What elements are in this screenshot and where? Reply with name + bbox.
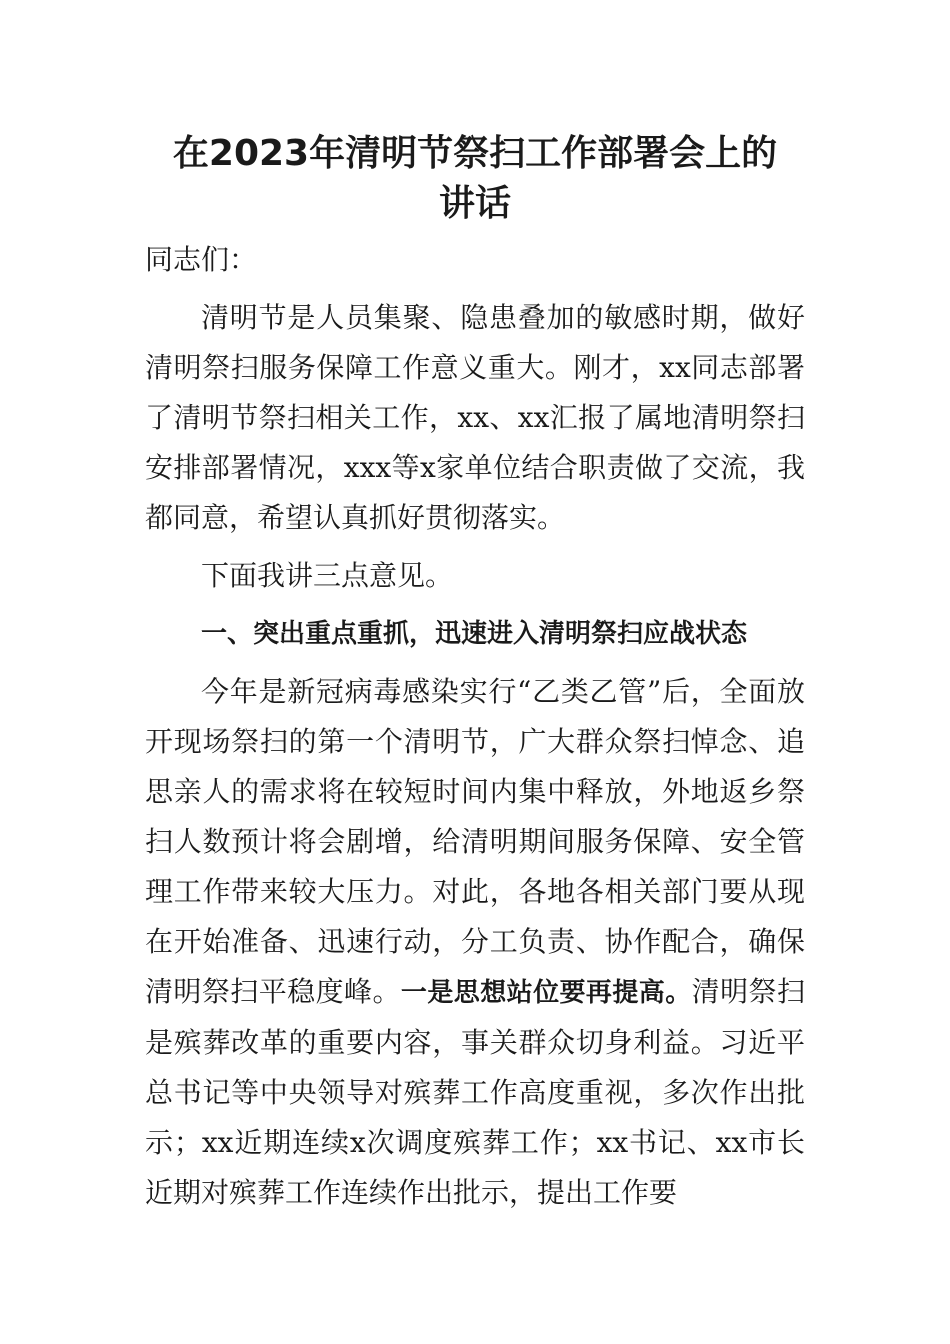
paragraph-section-one-text-a: 今年是新冠病毒感染实行“乙类乙管”后，全面放开现场祭扫的第一个清明节，广大群众祭扫悼念、追思亲人的需求将在较短时间内集中释放，外地返乡祭扫人数预计将会剧增，给清明期间服务保障、安全管理工作带来较大压力。对此，各地各相关部门要从现在开始准备、迅速行动，分工负责、协作配合，确保清明祭扫平稳度峰。 (145, 675, 805, 1008)
emphasis-point-one: 一是思想站位要再提高。 (400, 978, 692, 1008)
document-title-line1: 在2023年清明节祭扫工作部署会上的 (172, 133, 778, 174)
section-heading: 一、突出重点重抓，迅速进入清明祭扫应战状态 (201, 619, 748, 649)
paragraph-opening: 清明节是人员集聚、隐患叠加的敏感时期，做好清明祭扫服务保障工作意义重大。刚才，xx同志部署了清明节祭扫相关工作，xx、xx汇报了属地清明祭扫安排部署情况，xxx等x家单位结合职责做了交流，我都同意，希望认真抓好贯彻落实。 (145, 301, 805, 534)
document-body (145, 235, 805, 1218)
paragraph-section-one-text-b: 清明祭扫是殡葬改革的重要内容，事关群众切身利益。习近平总书记等中央领导对殡葬工作高度重视，多次作出批示；xx近期连续x次调度殡葬工作；xx书记、xx市长近期对殡葬工作连续作出批示，提出工作要 (145, 975, 805, 1209)
document-title-line2: 讲话 (438, 183, 511, 224)
greeting: 同志们： (145, 243, 258, 276)
paragraph-transition: 下面我讲三点意见。 (201, 559, 454, 592)
paragraph-section-one (145, 667, 805, 1218)
